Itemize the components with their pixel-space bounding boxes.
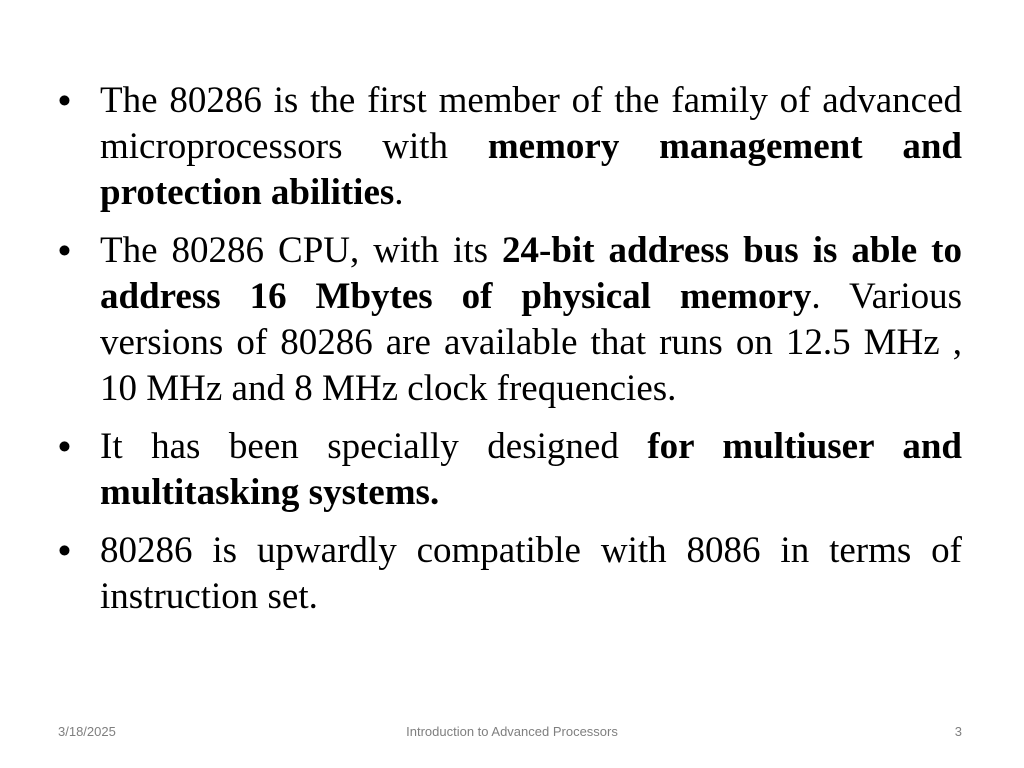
slide-body xyxy=(58,78,962,632)
bullet-2-bold-run: 24-bit address bus is able to address 16 Mbytes of physical memory xyxy=(100,230,962,317)
bullet-1-run-3: . xyxy=(394,172,404,213)
bullet-3-bold-run: for multiuser and multitasking systems. xyxy=(100,426,963,513)
bullet-icon: • xyxy=(58,530,71,571)
bullet-1-bold-run: memory management and protection abilities xyxy=(100,126,962,213)
footer-title: Introduction to Advanced Processors xyxy=(406,724,618,739)
bullet-icon: • xyxy=(58,230,71,271)
bullet-icon: • xyxy=(58,80,71,121)
bullet-2-run-1: The 80286 CPU, with its xyxy=(100,230,503,271)
footer-date: 3/18/2025 xyxy=(58,724,116,739)
bullet-2-run-3: . Various versions of 80286 are available that runs on 12.5 MHz , 10 MHz and 8 MHz clock frequencies. xyxy=(100,276,963,409)
bullet-list xyxy=(58,78,962,620)
page-number: 3 xyxy=(954,724,962,739)
bullet-item-1 xyxy=(58,78,962,216)
bullet-item-3 xyxy=(58,424,962,516)
bullet-3-run-1: It has been specially designed xyxy=(100,426,648,467)
bullet-item-4 xyxy=(58,528,962,620)
bullet-icon: • xyxy=(58,426,71,467)
bullet-4-run-1: 80286 is upwardly compatible with 8086 in terms of instruction set. xyxy=(100,530,962,617)
bullet-item-2 xyxy=(58,228,962,412)
bullet-1-run-1: The 80286 is the first member of the family of advanced microprocessors with xyxy=(100,80,962,167)
